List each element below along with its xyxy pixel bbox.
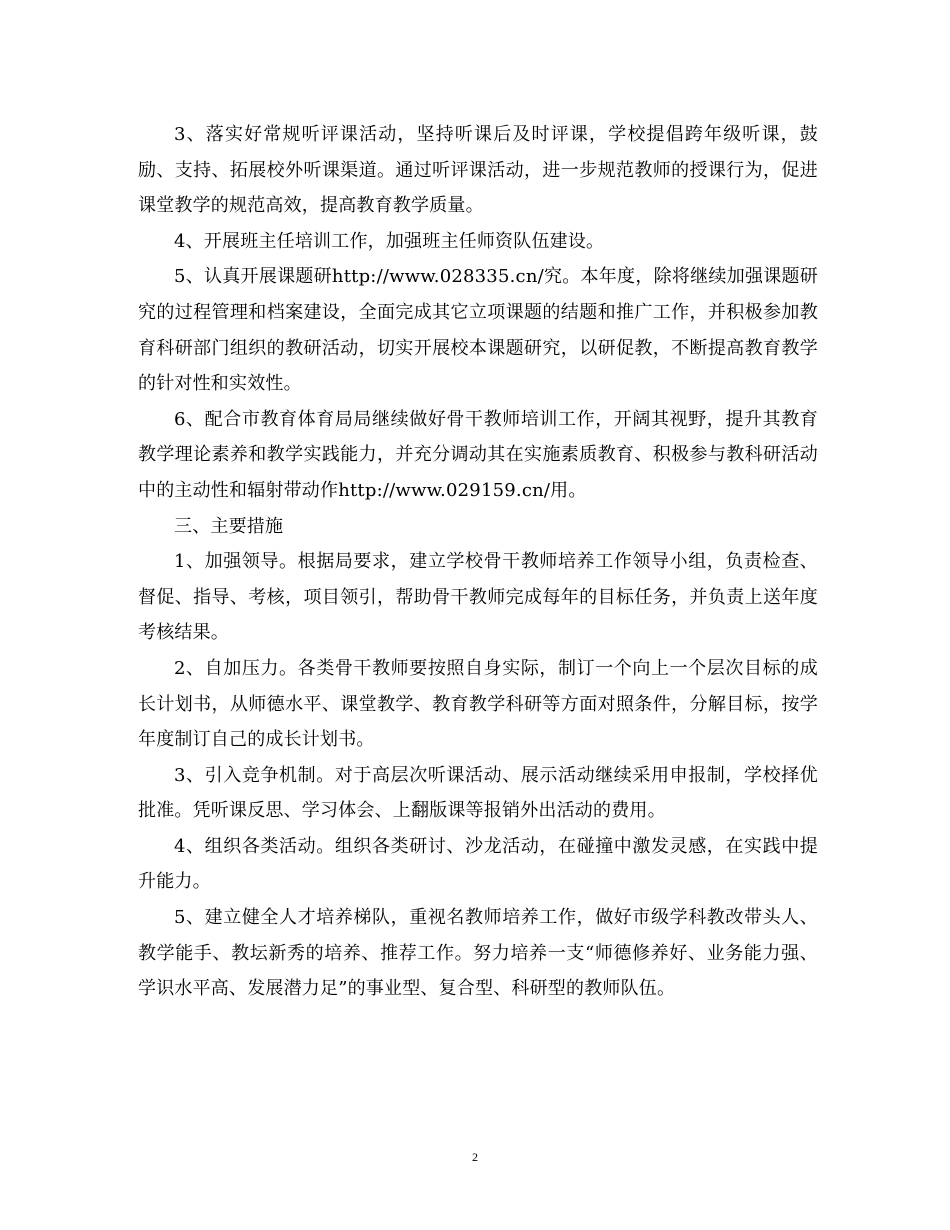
paragraph-2: 4、开展班主任培训工作，加强班主任师资队伍建设。	[174, 230, 605, 252]
paragraph-7: 3、引入竞争机制。对于高层次听课活动、展示活动继续采用申报制，学校择优批准。凭听课反思、学习体会、上翻版课等报销外出活动的费用。	[138, 764, 818, 822]
paragraph-9: 5、建立健全人才培养梯队，重视名教师培养工作，做好市级学科教改带头人、教学能手、教坛新秀的培养、推荐工作。努力培养一支“师德修养好、业务能力强、学识水平高、发展潜力足”的事业型、复合型、科研型的教师队伍。	[138, 907, 818, 1000]
document-body	[138, 117, 818, 1007]
paragraph-3: 5、认真开展课题研http://www.028335.cn/究。本年度，除将继续加强课题研究的过程管理和档案建设，全面完成其它立项课题的结题和推广工作，并积极参加教育科研部门组织的教研活动，切实开展校本课题研究，以研促教，不断提高教育教学的针对性和实效性。	[138, 266, 818, 395]
paragraph-6: 2、自加压力。各类骨干教师要按照自身实际，制订一个向上一个层次目标的成长计划书，从师德水平、课堂教学、教育教学科研等方面对照条件，分解目标，按学年度制订自己的成长计划书。	[138, 657, 818, 751]
paragraph-4: 6、配合市教育体育局局继续做好骨干教师培训工作，开阔其视野，提升其教育教学理论素养和教学实践能力，并充分调动其在实施素质教育、积极参与教科研活动中的主动性和辐射带动作http://www.029159.cn/用。	[138, 408, 818, 501]
paragraph-5: 1、加强领导。根据局要求，建立学校骨干教师培养工作领导小组，负责检查、督促、指导、考核，项目领引，帮助骨干教师完成每年的目标任务，并负责上送年度考核结果。	[138, 551, 818, 644]
section-heading: 三、主要措施	[174, 515, 284, 537]
paragraph-1: 3、落实好常规听评课活动，坚持听课后及时评课，学校提倡跨年级听课，鼓励、支持、拓展校外听课渠道。通过听评课活动，进一步规范教师的授课行为，促进课堂教学的规范高效，提高教育教学质量。	[138, 124, 818, 217]
page-number: 2	[472, 1150, 478, 1164]
paragraph-8: 4、组织各类活动。组织各类研讨、沙龙活动，在碰撞中激发灵感，在实践中提升能力。	[138, 835, 818, 893]
